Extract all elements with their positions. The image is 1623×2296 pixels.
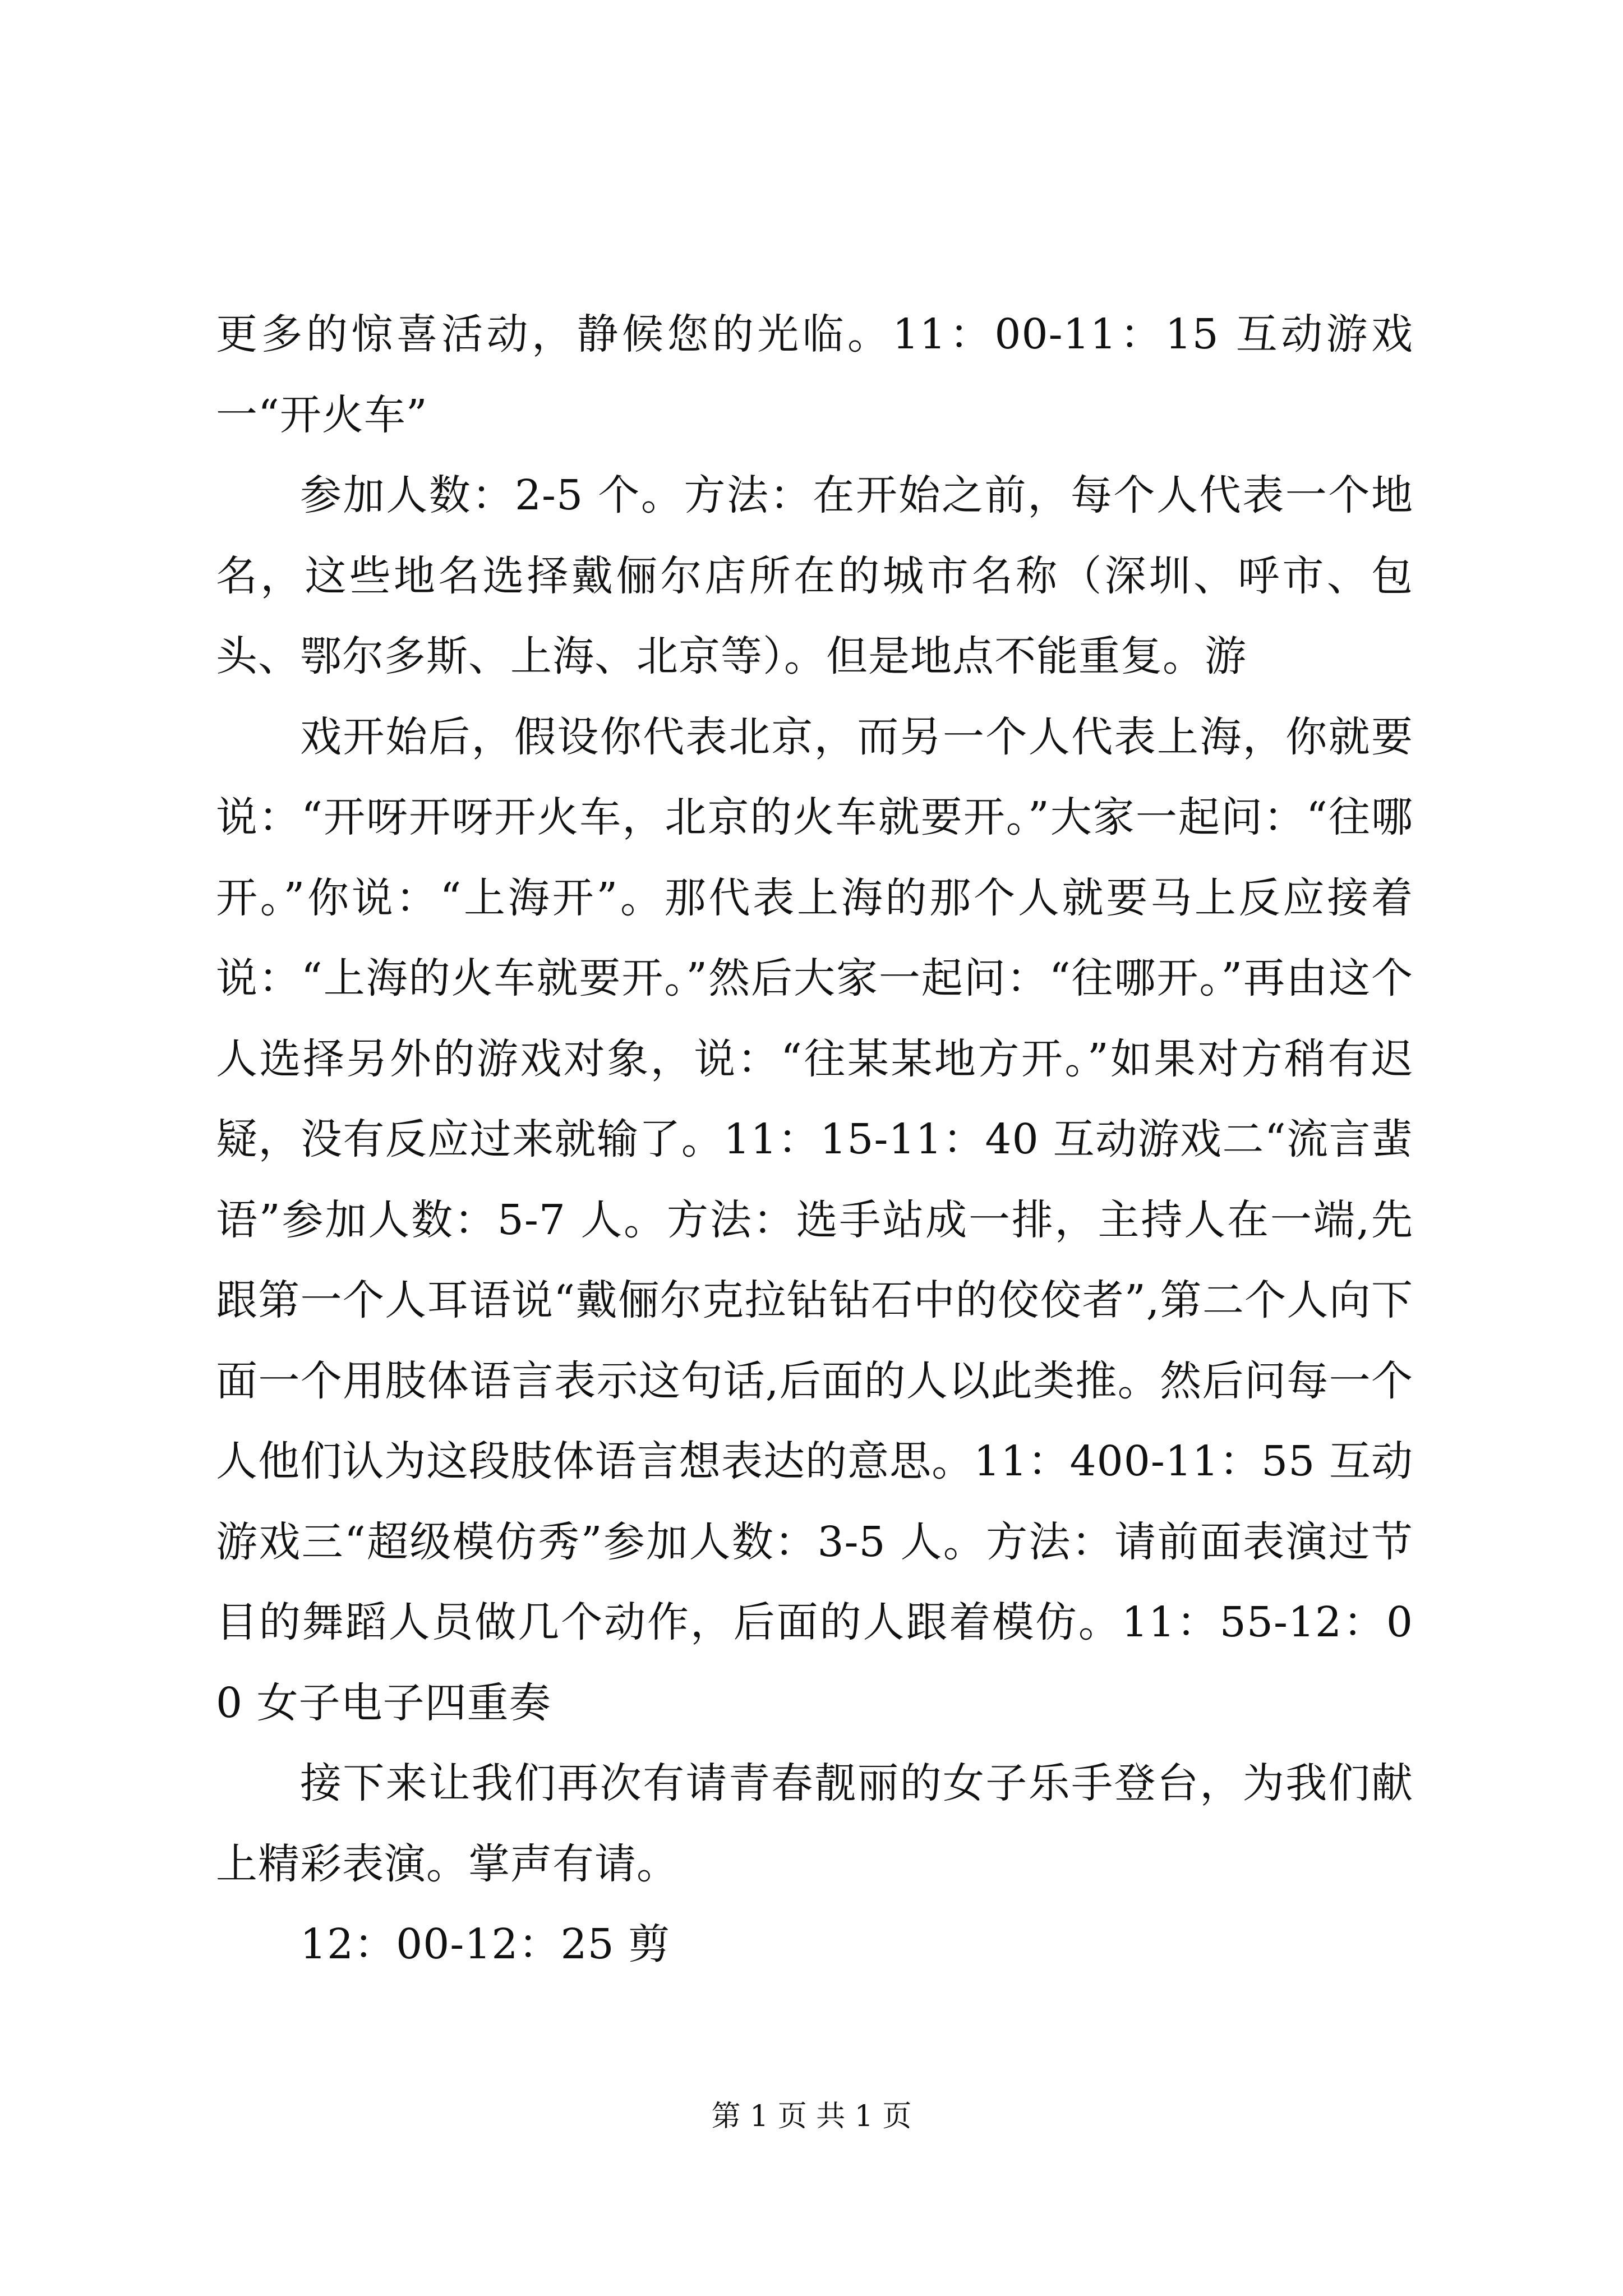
paragraph-intro: 更多的惊喜活动，静候您的光临。11：00-11：15 互动游戏一“开火车” [216, 310, 1413, 439]
document-body [216, 295, 1413, 1985]
paragraph-quartet-intro: 接下来让我们再次有请青春靓丽的女子乐手登台，为我们献上精彩表演。掌声有请。 [216, 1759, 1413, 1888]
paragraph-game-details: 戏开始后，假设你代表北京，而另一个人代表上海，你就要说：“开呀开呀开火车，北京的火车就要开。”大家一起问：“往哪开。”你说：“上海开”。那代表上海的那个人就要马上反应接着说：“上海的火车就要开。”然后大家一起问：“往哪开。”再由这个人选择另外的游戏对象，说：“往某某地方开。”如果对方稍有迟疑，没有反应过来就输了。11：15-11：40 互动游戏二“流言蜚语”参加人数：5-7 人。方法：选手站成一排，主持人在一端,先跟第一个人耳语说“戴俪尔克拉钻钻石中的佼佼者”,第二个人向下面一个用肢体语言表示这句话,后面的人以此类推。然后问每一个人他们认为这段肢体语言想表达的意思。11：400-11：55 互动游戏三“超级模仿秀”参加人数：3-5 人。方法：请前面表演过节目的舞蹈人员做几个动作，后面的人跟着模仿。11：55-12：00 女子电子四重奏 [216, 712, 1413, 1727]
paragraph-schedule-next: 12：00-12：25 剪 [300, 1920, 671, 1968]
page-footer: 第 1 页 共 1 页 [711, 2100, 912, 2133]
paragraph-game-one-rules: 参加人数：2-5 个。方法：在开始之前，每个人代表一个地名，这些地名选择戴俪尔店所在的城市名称（深圳、呼市、包头、鄂尔多斯、上海、北京等）。但是地点不能重复。游 [216, 471, 1413, 680]
